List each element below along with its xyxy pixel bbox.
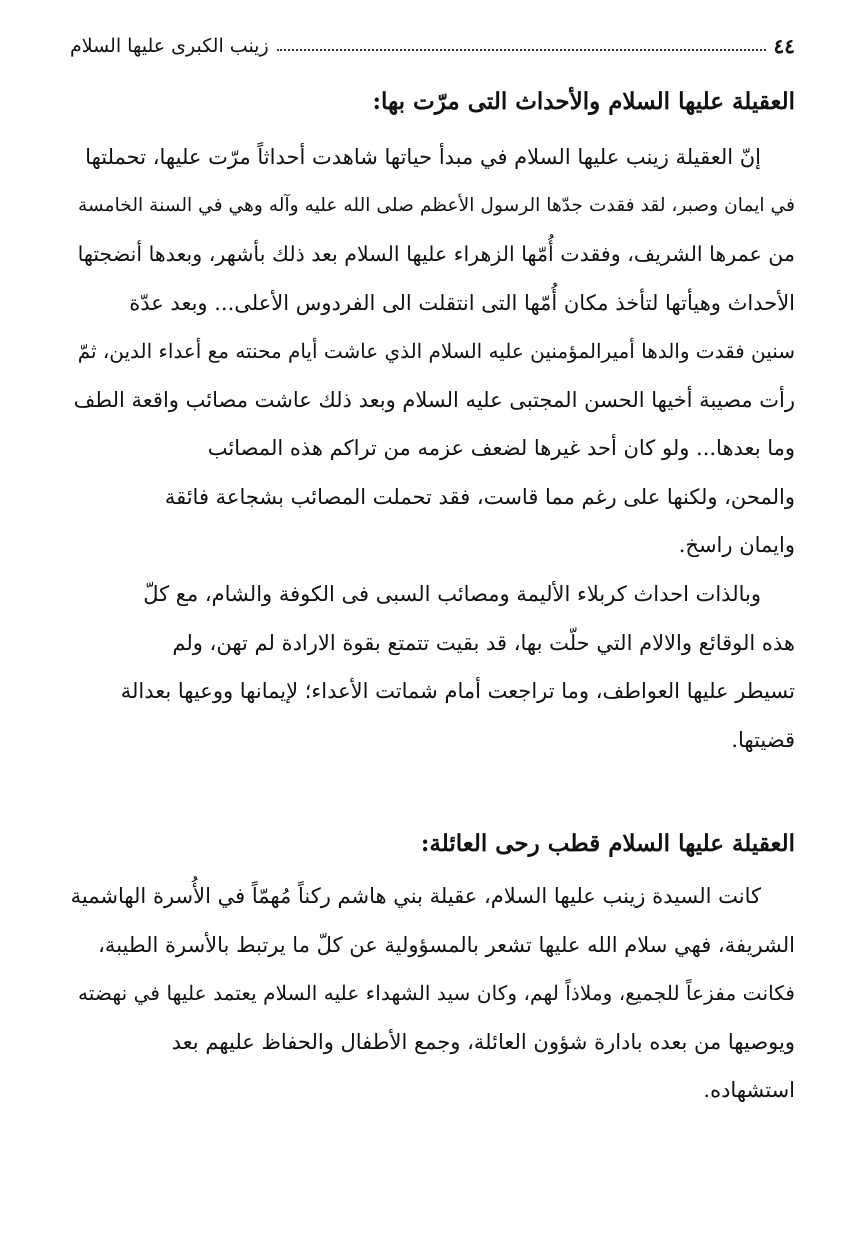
text-line: كانت السيدة زينب عليها السلام، عقيلة بني هاشم ركناً مُهمّاً في الأُسرة الهاشمية	[70, 884, 761, 908]
paragraph	[70, 872, 795, 1115]
text-line: فكانت مفزعاً للجميع، وملاذاً لهم، وكان سيد الشهداء عليه السلام يعتمد عليها في نهضته	[77, 981, 795, 1005]
running-header	[70, 28, 795, 64]
text-line: هذه الوقائع والالام التي حلّت بها، قد بقيت تتمتع بقوة الارادة لم تهن، ولم	[172, 630, 795, 655]
text-line: والمحن، ولكنها على رغم مما قاست، فقد تحملت المصائب بشجاعة فائقة	[164, 484, 795, 509]
text-line: الأحداث وهيأتها لتأخذ مكان أُمّها التى انتقلت الى الفردوس الأعلى... وبعد عدّة	[129, 290, 795, 315]
running-title: زينب الكبرى عليها السلام	[70, 35, 269, 57]
section-heading: العقيلة عليها السلام قطب رحى العائلة:	[420, 830, 795, 857]
text-line: وبالذات احداث كربلاء الأليمة ومصائب السبى فى الكوفة والشام، مع كلّ	[143, 582, 761, 606]
section-heading: العقيلة عليها السلام والأحداث التى مرّت بها:	[372, 88, 795, 115]
text-line: من عمرها الشريف، وفقدت أُمّها الزهراء عليها السلام بعد ذلك بأشهر، وبعدها أنضجتها	[77, 242, 795, 266]
text-line: في ايمان وصبر، لقد فقدت جدّها الرسول الأعظم صلى الله عليه وآله وهي في السنة الخامسة	[78, 194, 795, 216]
text-line: وايمان راسخ.	[678, 533, 795, 557]
text-line: وما بعدها... ولو كان أحد غيرها لضعف عزمه من تراكم هذه المصائب	[207, 436, 795, 460]
text-line: سنين فقدت والدها أميرالمؤمنين عليه السلام الذي عاشت أيام محنته مع أعداء الدين، ثمّ	[77, 339, 795, 363]
text-line: تسيطر عليها العواطف، وما تراجعت أمام شماتت الأعداء؛ لإيمانها ووعيها بعدالة	[120, 679, 795, 703]
page-number: ٤٤	[773, 34, 795, 58]
text-line: استشهاده.	[703, 1078, 795, 1102]
header-leader-dots	[277, 49, 766, 51]
text-line: رأت مصيبة أخيها الحسن المجتبى عليه السلام وبعد ذلك عاشت مصائب واقعة الطف	[73, 387, 795, 412]
text-line: قضيتها.	[731, 727, 795, 752]
text-line: ويوصيها من بعده بادارة شؤون العائلة، وجمع الأطفال والحفاظ عليهم بعد	[171, 1029, 795, 1054]
paragraph	[70, 133, 795, 570]
paragraph	[70, 570, 795, 764]
text-line: إنّ العقيلة زينب عليها السلام في مبدأ حياتها شاهدت أحداثاً مرّت عليها، تحملتها	[85, 145, 761, 169]
text-line: الشريفة، فهي سلام الله عليها تشعر بالمسؤولية عن كلّ ما يرتبط بالأسرة الطيبة،	[98, 932, 795, 957]
